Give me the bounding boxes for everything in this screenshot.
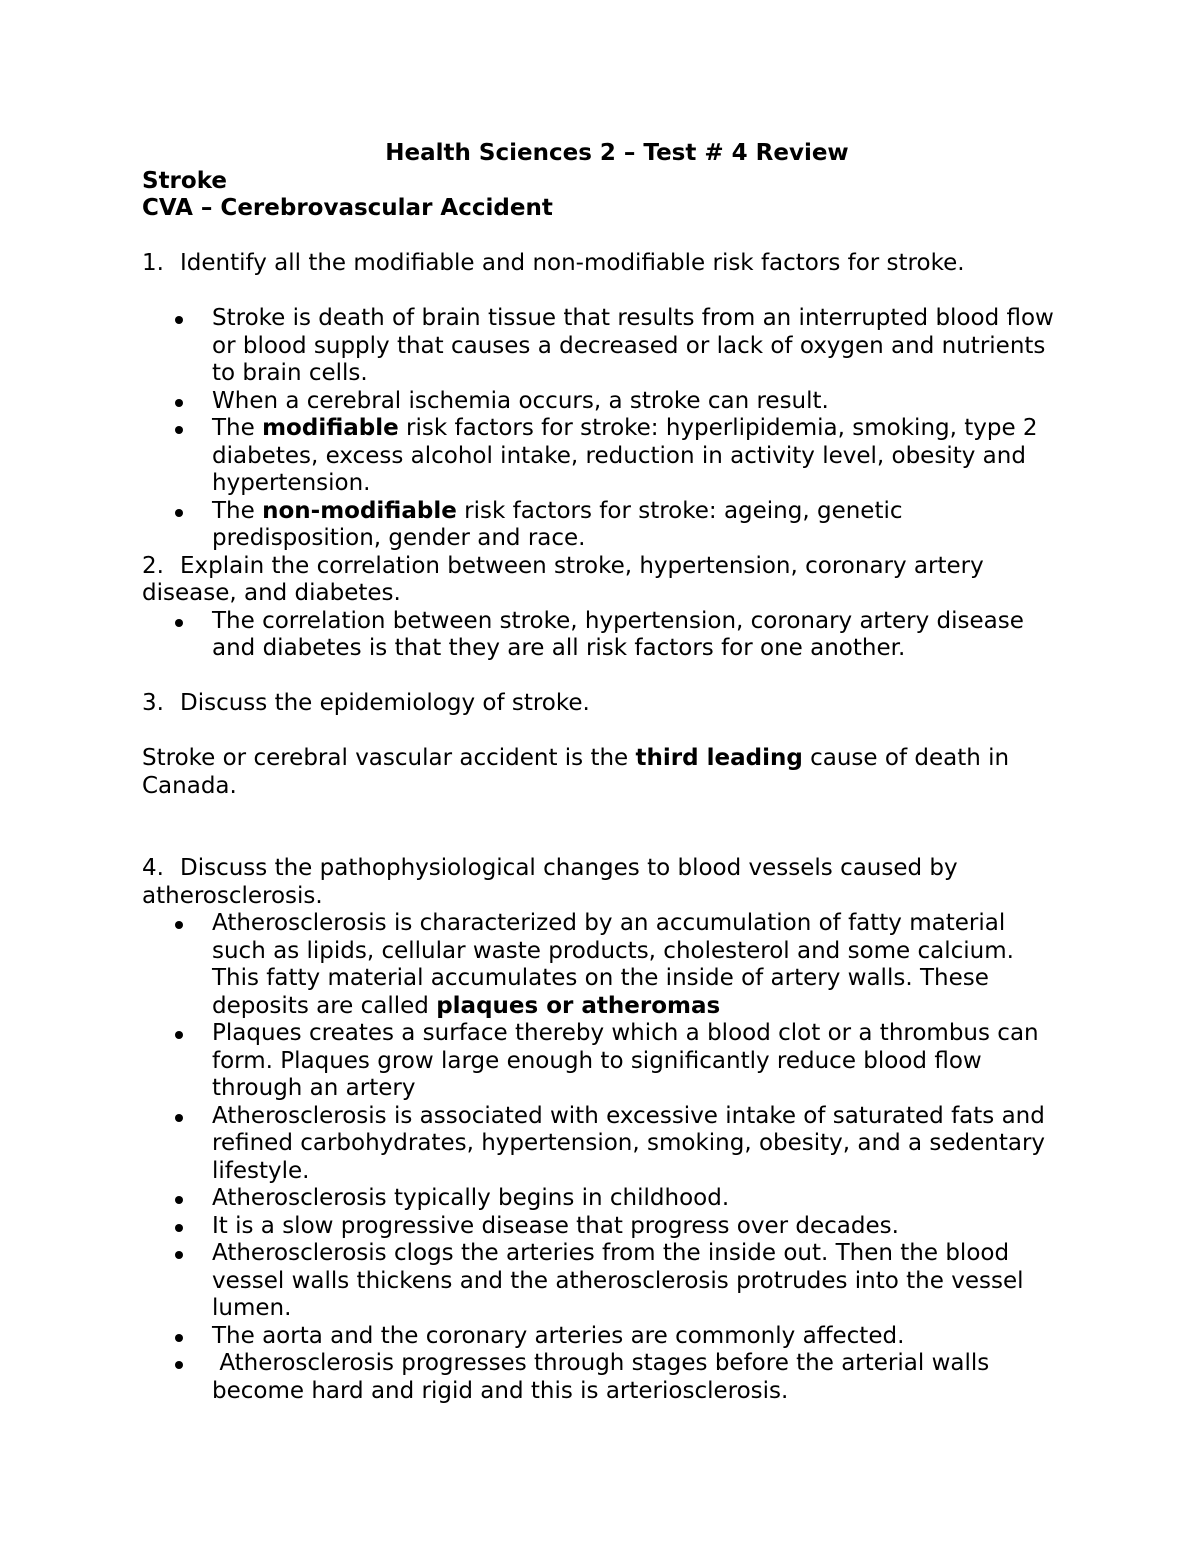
bullet-icon: [175, 1114, 183, 1122]
list-item: Atherosclerosis typically begins in childhood.: [142, 1185, 1062, 1213]
bullet-icon: [175, 921, 183, 929]
question-number: 2.: [142, 552, 164, 579]
bullet-icon: [175, 509, 183, 517]
spacer: [142, 828, 1062, 856]
epidemiology-paragraph: Stroke or cerebral vascular accident is the third leading cause of death in Canada.: [142, 745, 1010, 799]
spacer: [142, 663, 1062, 691]
question-4-answers: [142, 910, 1062, 1405]
list-item: When a cerebral ischemia occurs, a stroke can result.: [142, 388, 1062, 416]
question-text: Identify all the modifiable and non-modifiable risk factors for stroke.: [180, 250, 965, 276]
bullet-icon: [175, 426, 183, 434]
bullet-icon: [175, 1224, 183, 1232]
document-title: Health Sciences 2 – Test # 4 Review: [385, 140, 849, 166]
question-text: Explain the correlation between stroke, hypertension, coronary artery disease, and diabetes.: [142, 552, 984, 606]
list-item: The aorta and the coronary arteries are commonly affected.: [142, 1323, 1062, 1351]
question-4: [142, 855, 1062, 910]
question-number: 3.: [142, 690, 164, 716]
document-page: [142, 140, 1062, 1405]
bullet-icon: [175, 619, 183, 627]
question-3: [142, 690, 1062, 718]
bullet-icon: [175, 1361, 183, 1369]
bullet-icon: [175, 316, 183, 324]
question-text: Discuss the epidemiology of stroke.: [180, 690, 590, 716]
list-item: The non-modifiable risk factors for stroke: ageing, genetic predisposition, gender and race.: [142, 498, 1062, 553]
list-item: The correlation between stroke, hypertension, coronary artery disease and diabetes is that they are all risk factors for one another.: [142, 608, 1062, 663]
question-2-answers: [142, 608, 1062, 663]
bullet-icon: [175, 1031, 183, 1039]
list-item: Plaques creates a surface thereby which a blood clot or a thrombus can form. Plaques grow large enough to significantly reduce blood flow through an artery: [142, 1020, 1062, 1103]
question-2: [142, 553, 1062, 608]
list-item: The modifiable risk factors for stroke: hyperlipidemia, smoking, type 2 diabetes, excess alcohol intake, reduction in activity level, obesity and hypertension.: [142, 415, 1062, 498]
list-item: Atherosclerosis is associated with excessive intake of saturated fats and refined carbohydrates, hypertension, smoking, obesity, and a sedentary lifestyle.: [142, 1103, 1062, 1186]
bullet-icon: [175, 1251, 183, 1259]
spacer: [142, 278, 1062, 306]
question-number: 1.: [142, 250, 164, 276]
list-item: Atherosclerosis progresses through stages before the arterial walls become hard and rigid and this is arteriosclerosis.: [142, 1350, 1062, 1405]
list-item: Atherosclerosis is characterized by an accumulation of fatty material such as lipids, cellular waste products, cholesterol and some calcium. This fatty material accumulates on the inside of artery walls. These deposits are called plaques or atheromas: [142, 910, 1062, 1020]
heading-stroke: Stroke: [142, 167, 227, 194]
list-item: It is a slow progressive disease that progress over decades.: [142, 1213, 1062, 1241]
spacer: [142, 718, 1062, 746]
spacer: [142, 223, 1062, 251]
list-item: Stroke is death of brain tissue that results from an interrupted blood flow or blood supply that causes a decreased or lack of oxygen and nutrients to brain cells.: [142, 305, 1062, 388]
bullet-icon: [175, 399, 183, 407]
question-text: Discuss the pathophysiological changes to blood vessels caused by atherosclerosis.: [142, 855, 958, 909]
spacer: [142, 800, 1062, 828]
question-number: 4.: [142, 855, 164, 881]
question-1: [142, 250, 1062, 278]
bullet-icon: [175, 1196, 183, 1204]
bullet-icon: [175, 1334, 183, 1342]
question-1-answers: [142, 305, 1062, 553]
heading-cva: CVA – Cerebrovascular Accident: [142, 195, 553, 221]
list-item: Atherosclerosis clogs the arteries from the inside out. Then the blood vessel walls thickens and the atherosclerosis protrudes into the vessel lumen.: [142, 1240, 1062, 1323]
